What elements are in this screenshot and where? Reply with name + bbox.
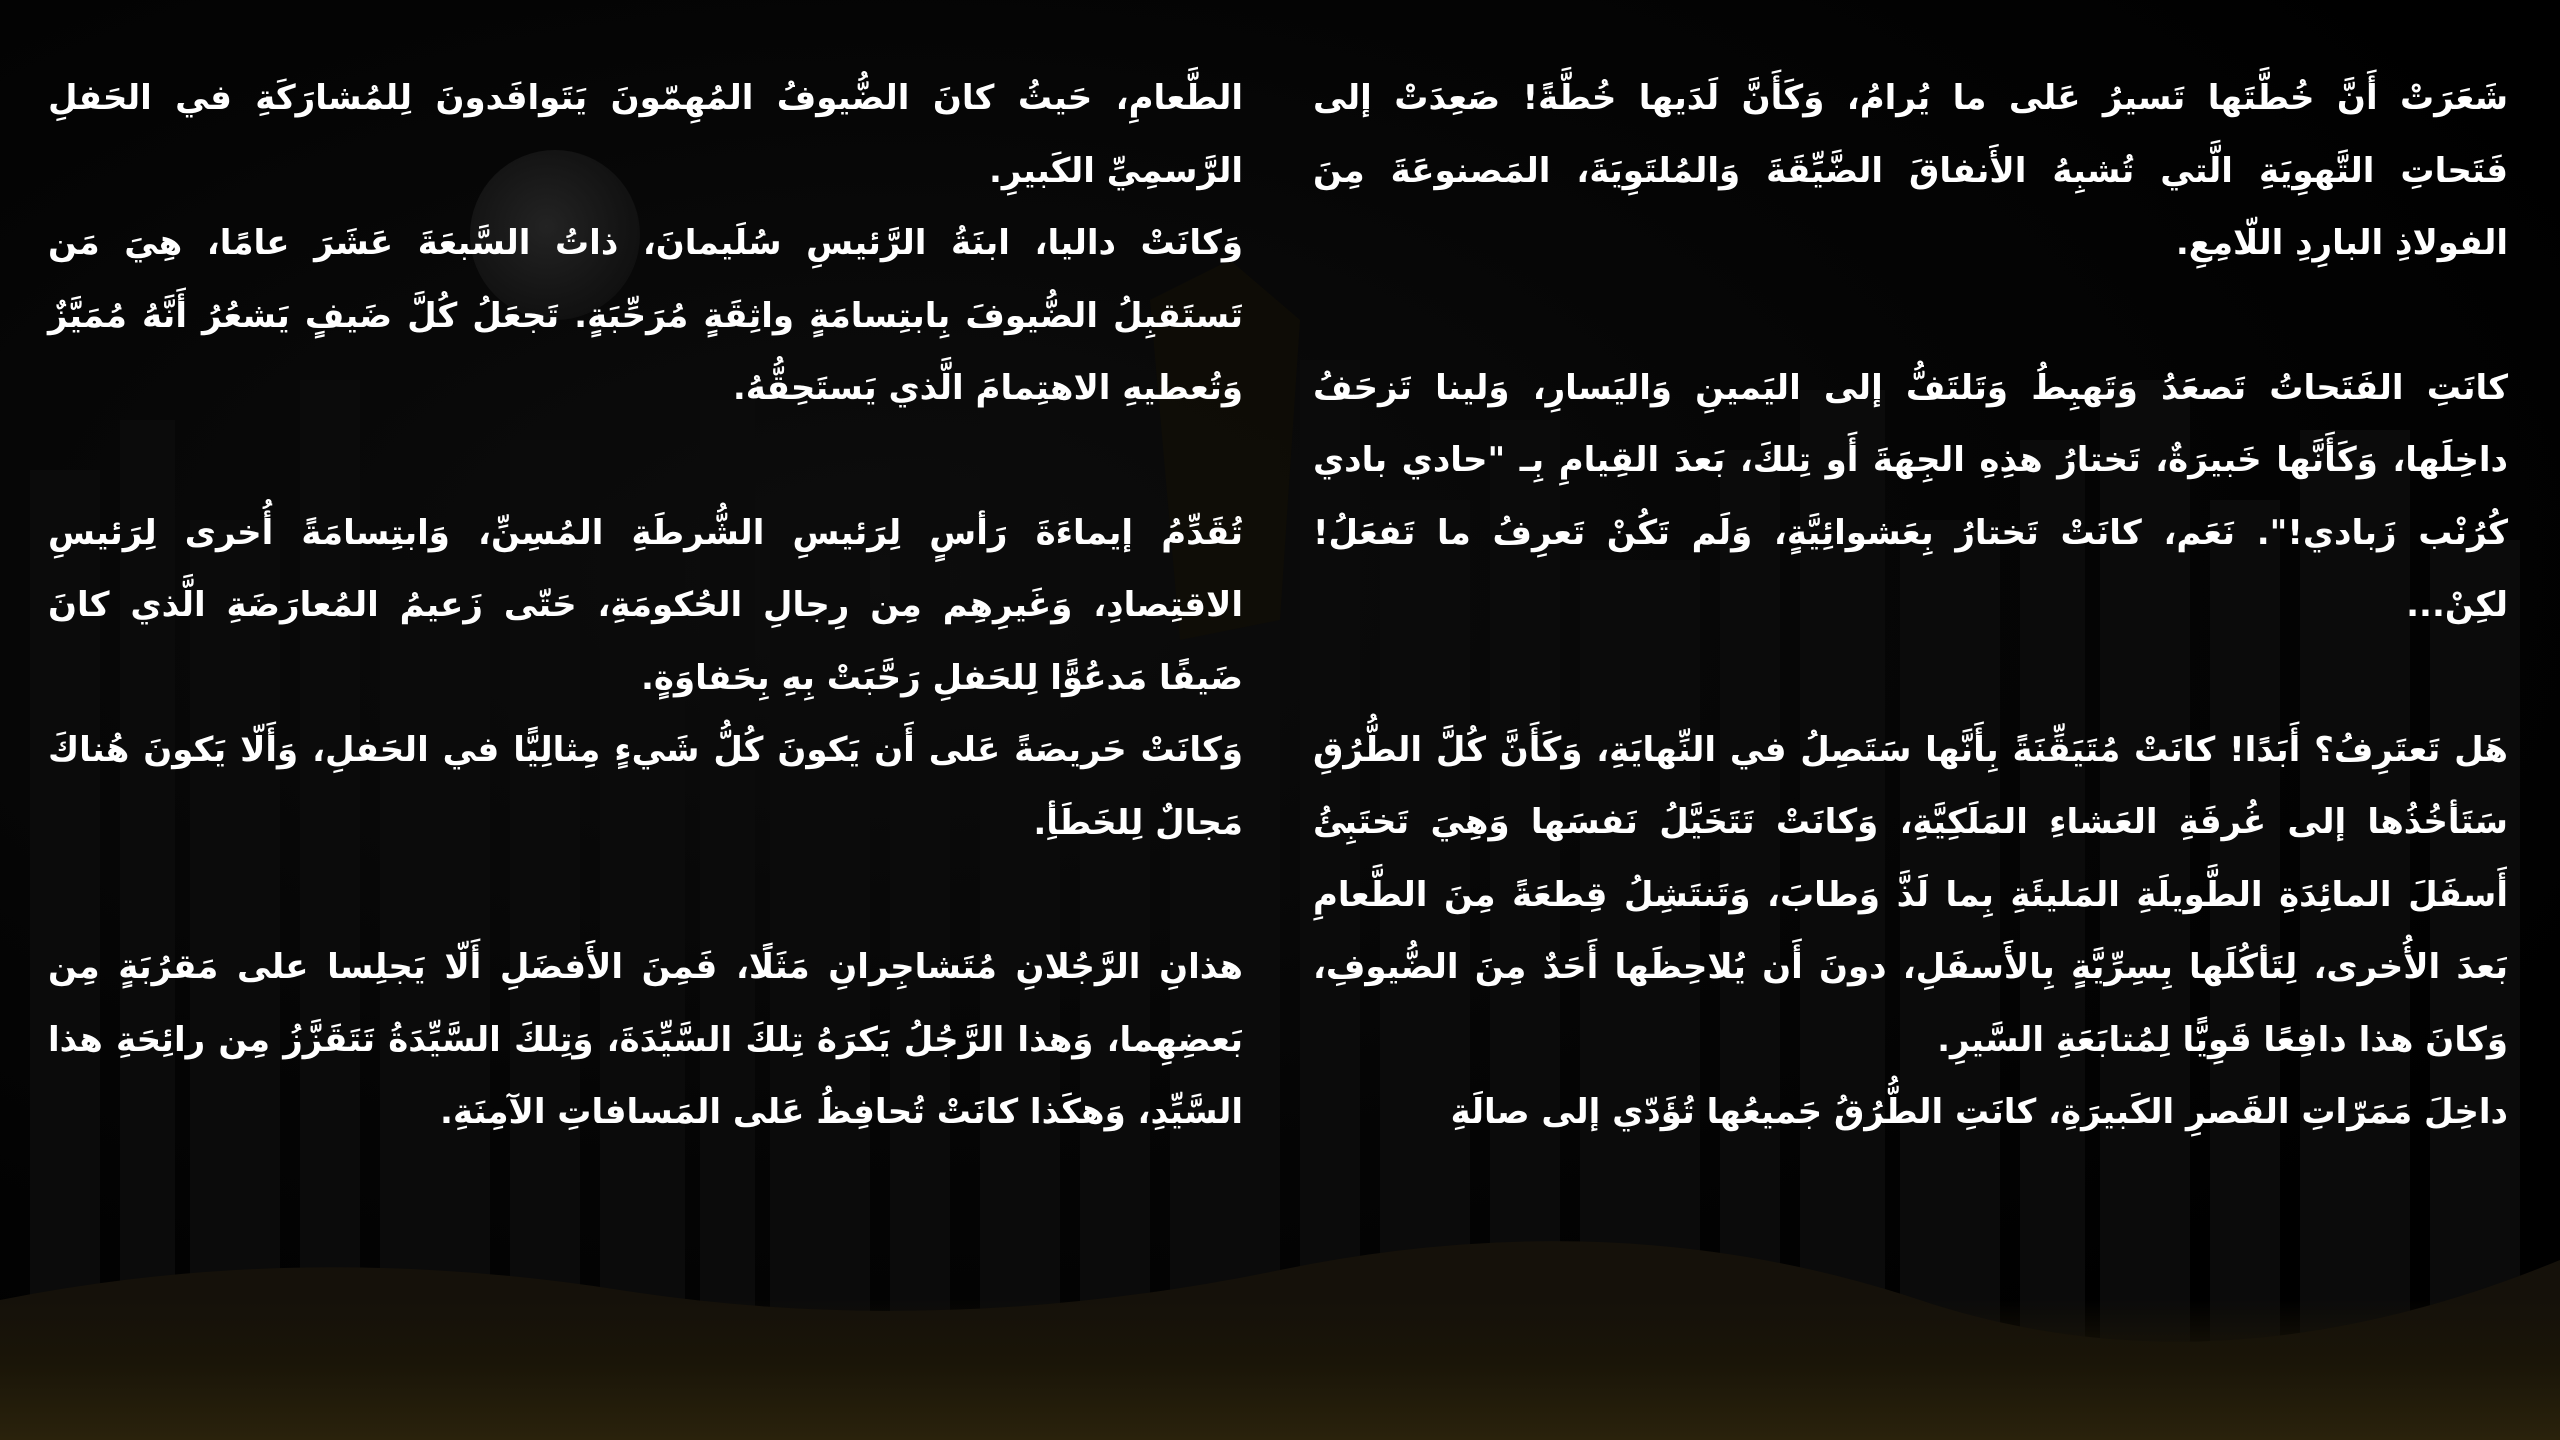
background-ground (0, 1300, 2560, 1440)
paragraph: كانَتِ الفَتَحاتُ تَصعَدُ وَتَهبِطُ وَتَلتَفُّ إلى اليَمينِ وَاليَسارِ، وَلينا تَزحَفُ داخِلَها، وَكَأَنَّها خَبيرَةٌ، تَختارُ هذِهِ الجِهَةَ أَو تِلكَ، بَعدَ القِيامِ بِـ "حادي بادي كُرُنْب زَبادي!". نَعَم، كانَتْ تَختارُ بِعَشوائِيَّةٍ، وَلَم تَكُنْ تَعرِفُ ما تَفعَلُ! لكِنْ... (1313, 367, 2508, 625)
paragraph: تُقَدِّمُ إيماءَةَ رَأسٍ لِرَئيسِ الشُّرطَةِ المُسِنِّ، وَابتِسامَةً أُخرى لِرَئيسِ الاقتِصادِ، وَغَيرِهِم مِن رِجالِ الحُكومَةِ، حَتّى زَعيمُ المُعارَضَةِ الَّذي كانَ ضَيفًا مَدعُوًّا لِلحَفلِ رَحَّبَتْ بِهِ بِحَفاوَةٍ. (48, 512, 1243, 698)
paragraph: داخِلَ مَمَرّاتِ القَصرِ الكَبيرَةِ، كانَتِ الطُّرُقُ جَميعُها تُؤَدّي إلى صالَةِ (1450, 1092, 2508, 1132)
paragraph: هَل تَعتَرِفُ؟ أَبَدًا! كانَتْ مُتَيَقِّنَةً بِأَنَّها سَتَصِلُ في النِّهايَةِ، وَكَأَنَّ كُلَّ الطُّرُقِ سَتَأخُذُها إلى غُرفَةِ العَشاءِ المَلَكِيَّةِ، وَكانَتْ تَتَخَيَّلُ نَفسَها وَهِيَ تَختَبِئُ أَسفَلَ المائِدَةِ الطَّويلَةِ المَليئَةِ بِما لَذَّ وَطابَ، وَتَنتَشِلُ قِطعَةً مِنَ الطَّعامِ بَعدَ الأُخرى، لِتَأكُلَها بِسِرِّيَّةٍ بِالأَسفَلِ، دونَ أَن يُلاحِظَها أَحَدٌ مِنَ الضُّيوفِ، وَكانَ هذا دافِعًا قَوِيًّا لِمُتابَعَةِ السَّيرِ. (1313, 729, 2508, 1060)
paragraph: شَعَرَتْ أَنَّ خُطَّتَها تَسيرُ عَلى ما يُرامُ، وَكَأَنَّ لَدَيها خُطَّةً! صَعِدَتْ إلى فَتَحاتِ التَّهوِيَةِ الَّتي تُشبِهُ الأَنفاقَ الضَّيِّقَةَ وَالمُلتَوِيَةَ، المَصنوعَةَ مِنَ الفولاذِ البارِدِ اللّامِعِ. (1313, 78, 2508, 263)
paragraph: وَكانَتْ حَريصَةً عَلى أَن يَكونَ كُلُّ شَيءٍ مِثالِيًّا في الحَفلِ، وَأَلّا يَكونَ هُناكَ مَجالٌ لِلخَطَأِ. (48, 730, 1243, 843)
right-text-column (1313, 62, 2508, 1149)
paragraph: وَكانَتْ داليا، ابنَةُ الرَّئيسِ سُلَيمانَ، ذاتُ السَّبعَةَ عَشَرَ عامًا، هِيَ مَن تَستَقبِلُ الضُّيوفَ بِابتِسامَةٍ واثِقَةٍ مُرَحِّبَةٍ. تَجعَلُ كُلَّ ضَيفٍ يَشعُرُ أَنَّهُ مُمَيَّزٌ وَتُعطيهِ الاهتِمامَ الَّذي يَستَحِقُّهُ. (48, 223, 1243, 408)
paragraph: الطَّعامِ، حَيثُ كانَ الضُّيوفُ المُهِمّونَ يَتَوافَدونَ لِلمُشارَكَةِ في الحَفلِ الرَّسمِيِّ الكَبيرِ. (48, 78, 1243, 191)
left-text-column (48, 62, 1243, 1149)
paragraph: هذانِ الرَّجُلانِ مُتَشاجِرانِ مَثَلًا، فَمِنَ الأَفضَلِ أَلّا يَجلِسا على مَقرُبَةٍ مِن بَعضِهِما، وَهذا الرَّجُلُ يَكرَهُ تِلكَ السَّيِّدَةَ، وَتِلكَ السَّيِّدَةُ تَتَقَزَّزُ مِن رائِحَةِ هذا السَّيِّدِ، وَهكَذا كانَتْ تُحافِظُ عَلى المَسافاتِ الآمِنَةِ. (48, 947, 1243, 1132)
